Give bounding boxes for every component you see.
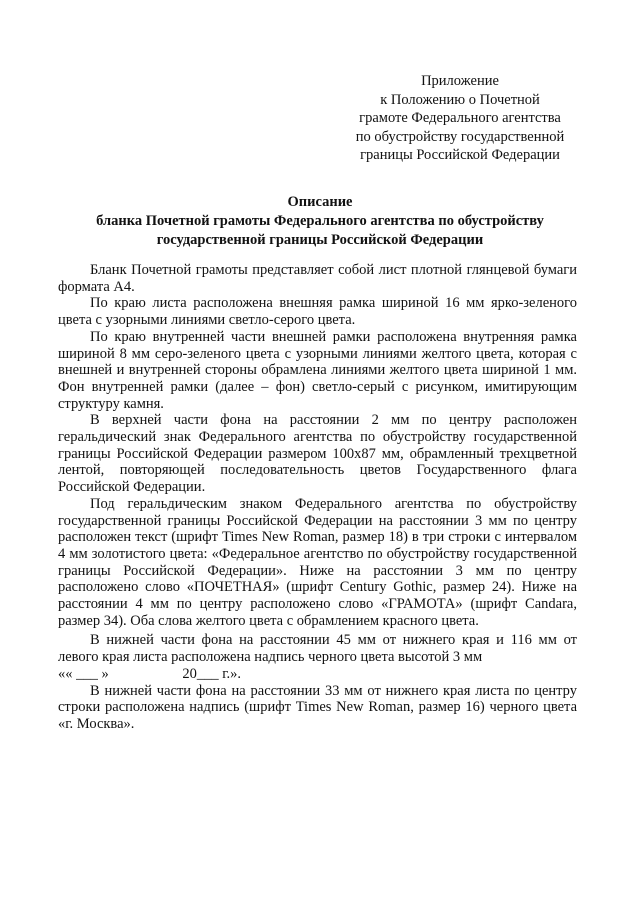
date-template-line [58,666,577,683]
appendix-line: к Положению о Почетной [380,91,540,108]
date-day-month: «« ___ » [58,665,109,682]
paragraph-text-block: Под геральдическим знаком Федерального агентства по обустройству государственной границы Российской Федерации на расстоянии 3 мм по центру расположен текст (шрифт Times New Roman, размер 18) в три строки с интервалом 4 мм золотистого цвета: «Федеральное агентство по обустройству государственной границы Российской Федерации». Ниже на расстоянии 3 мм по центру расположено слово «ПОЧЕТНАЯ» (шрифт Century Gothic, размер 24). Ниже на расстоянии 4 мм по центру расположено слово «ГРАМОТА» (шрифт Candara, размер 34). Оба слова желтого цвета с обрамлением красного цвета. [58,495,577,629]
appendix-line: грамоте Федерального агентства [359,110,561,126]
appendix-line: Приложение [421,73,499,89]
appendix-line: по обустройству государственной [355,128,565,145]
appendix-header [330,72,590,165]
paragraph-date-inscription: В нижней части фона на расстоянии 45 мм от нижнего края и 116 мм от левого края листа расположена надпись черного цвета высотой 3 мм [58,632,577,666]
document-body [58,262,577,733]
paragraph-heraldic-sign: В верхней части фона на расстоянии 2 мм по центру расположен геральдический знак Федерального агентства по обустройству государственной границы Российской Федерации размером 100x87 мм, обрамленный трехцветной лентой, повторяющей последовательность цветов Государственного флага Российской Федерации. [58,412,577,496]
paragraph-outer-frame: По краю листа расположена внешняя рамка шириной 16 мм ярко-зеленого цвета с узорными линиями светло-серого цвета. [58,295,577,329]
date-year: 20___ г.». [182,665,242,682]
title-line-3: государственной границы Российской Федерации [156,232,484,248]
title-line-1: Описание [287,194,353,210]
paragraph-paper-format: Бланк Почетной грамоты представляет собой лист плотной глянцевой бумаги формата А4. [58,262,577,295]
title-line-2: бланка Почетной грамоты Федерального агентства по обустройству [96,213,544,229]
appendix-line: границы Российской Федерации [360,147,560,163]
document-title [0,193,640,250]
paragraph-inner-frame: По краю внутренней части внешней рамки расположена внутренняя рамка шириной 8 мм серо-зеленого цвета с узорными линиями желтого цвета, которая с внешней и внутренней стороны обрамлена линиями желтого цвета шириной 1 мм. Фон внутренней рамки (далее – фон) светло-серый с рисунком, имитирующим структуру камня. [58,328,577,412]
paragraph-city-inscription: В нижней части фона на расстоянии 33 мм от нижнего края листа по центру строки расположена надпись (шрифт Times New Roman, размер 16) черного цвета «г. Москва». [58,682,577,732]
